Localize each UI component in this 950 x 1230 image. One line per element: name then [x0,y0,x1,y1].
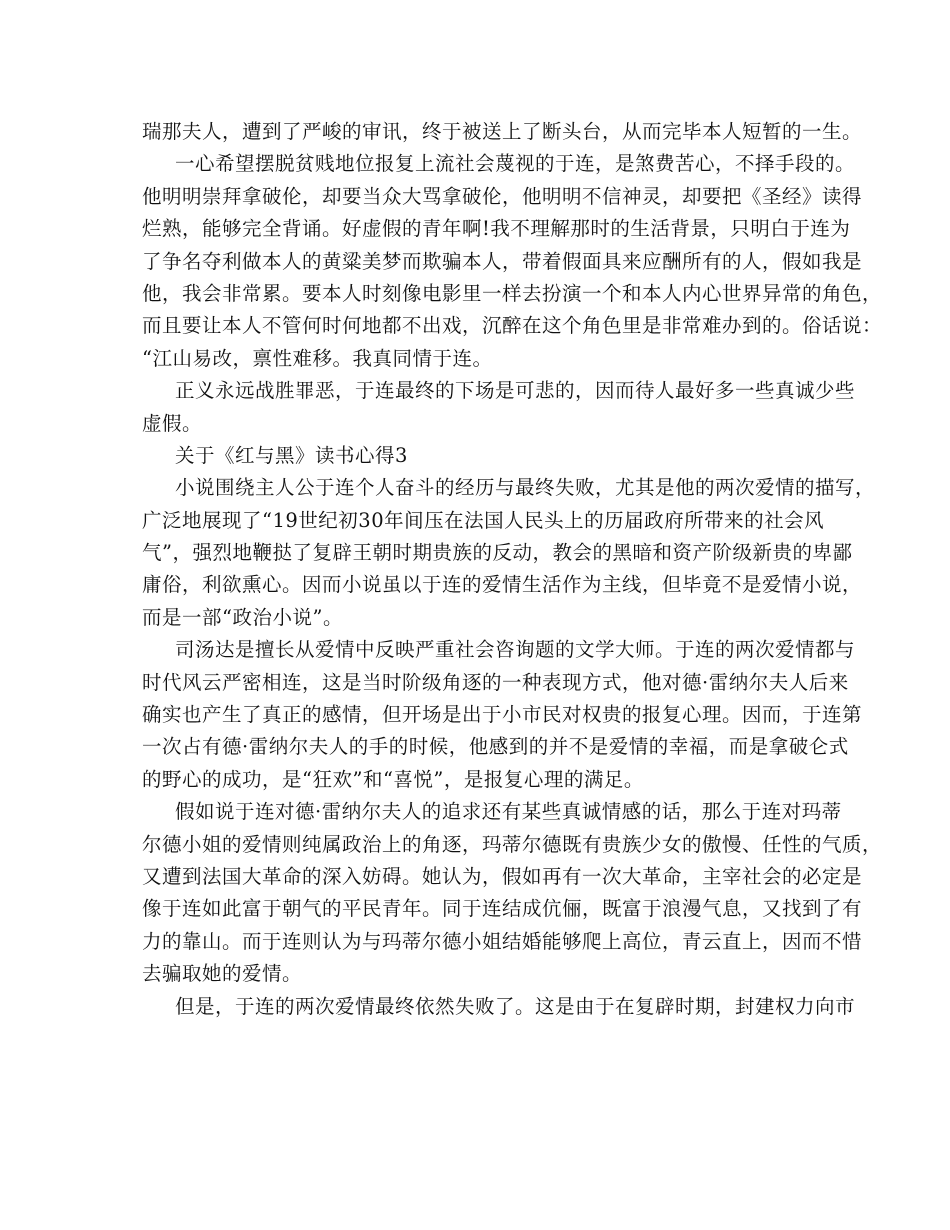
text-line: 庸俗，利欲熏心。因而小说虽以于连的爱情生活作为主线，但毕竟不是爱情小说， [142,573,863,597]
text-line: 一次占有德·雷纳尔夫人的手的时候，他感到的并不是爱情的幸福，而是拿破仑式 [142,735,849,759]
text-line: 虚假。 [142,411,203,435]
text-line: 力的靠山。而于连则认为与玛蒂尔德小姐结婚能够爬上高位，青云直上，因而不惜 [142,929,863,953]
text-line: 广泛地展现了“19世纪初30年间压在法国人民头上的历届政府所带来的社会风 [142,508,825,532]
text-line: 了争名夺利做本人的黄粱美梦而欺骗本人，带着假面具来应酬所有的人，假如我是 [142,249,863,273]
text-line: 尔德小姐的爱情则纯属政治上的角逐，玛蒂尔德既有贵族少女的傲慢、任性的气质， [142,832,883,856]
text-line: 但是，于连的两次爱情最终依然失败了。这是由于在复辟时期，封建权力向市 [175,994,856,1018]
text-line: 去骗取她的爱情。 [142,962,303,986]
text-line: 而是一部“政治小说”。 [142,605,343,629]
text-line: 的野心的成功，是“狂欢”和“喜悦”，是报复心理的满足。 [142,767,644,791]
text-line: 假如说于连对德·雷纳尔夫人的追求还有某些真诚情感的话，那么于连对玛蒂 [175,800,842,824]
text-line: “江山易改，禀性难移。我真同情于连。 [142,346,493,370]
text-line: 瑞那夫人，遭到了严峻的审讯，终于被送上了断头台，从而完毕本人短暂的一生。 [142,120,863,143]
text-line: 正义永远战胜罪恶，于连最终的下场是可悲的，因而待人最好多一些真诚少些 [175,379,856,403]
text-line: 确实也产生了真正的感情，但开场是出于小市民对权贵的报复心理。因而，于连第 [142,703,863,727]
text-line: 像于连如此富于朝气的平民青年。同于连结成伉俪，既富于浪漫气息，又找到了有 [142,897,863,921]
text-line: 他明明崇拜拿破伦，却要当众大骂拿破伦，他明明不信神灵，却要把《圣经》读得 [142,184,863,208]
text-line: 关于《红与黑》读书心得3 [175,443,408,467]
text-line: 烂熟，能够完全背诵。好虚假的青年啊!我不理解那时的生活背景，只明白于连为 [142,217,851,241]
text-line: 而且要让本人不管何时何地都不出戏，沉醉在这个角色里是非常难办到的。俗话说： [142,314,883,338]
document-body [142,116,883,1023]
text-line: 他，我会非常累。要本人时刻像电影里一样去扮演一个和本人内心世界异常的角色， [142,281,883,305]
text-line: 小说围绕主人公于连个人奋斗的经历与最终失败，尤其是他的两次爱情的描写， [175,476,876,500]
text-line: 时代风云严密相连，这是当时阶级角逐的一种表现方式，他对德·雷纳尔夫人后来 [142,670,849,694]
text-line: 气”，强烈地鞭挞了复辟王朝时期贵族的反动，教会的黑暗和资产阶级新贵的卑鄙 [142,541,853,565]
text-line: 司汤达是擅长从爱情中反映严重社会咨询题的文学大师。于连的两次爱情都与 [175,638,856,662]
text-line: 一心希望摆脱贫贱地位报复上流社会蔑视的于连，是煞费苦心，不择手段的。 [175,152,856,176]
text-line: 又遭到法国大革命的深入妨碍。她认为，假如再有一次大革命，主宰社会的必定是 [142,864,863,888]
